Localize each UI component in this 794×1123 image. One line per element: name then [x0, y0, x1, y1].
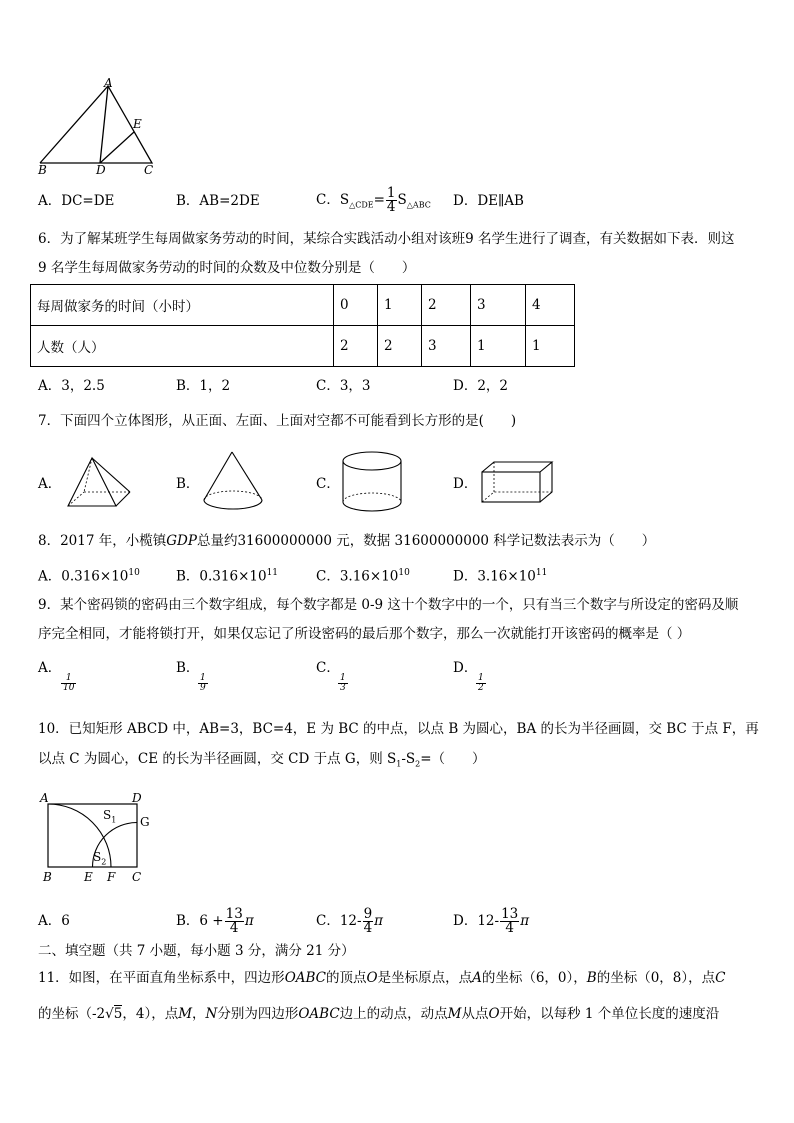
q10-option-c[interactable]: C．12- $\frac{9}{4}$ π [316, 905, 384, 936]
q9-fraction-c: $\frac{1}{3}$ [340, 673, 346, 693]
q6-stem-line1: 6．为了解某班学生每周做家务劳动的时间，某综合实践活动小组对该班9 名学生进行了调查，有关数据如下表．则这 [38, 231, 735, 247]
q11-stem-line2: 的坐标（-2√5，4），点M，N分别为四边形OABC边上的动点，动点M从点O开始，以每秒 1 个单位长度的速度沿 [38, 1006, 720, 1022]
q5-option-d[interactable]: D．DE∥AB [453, 193, 524, 209]
fig10-label-e: E [84, 870, 93, 884]
q10-option-b[interactable]: B．6 + $\frac{13}{4}$ π [176, 905, 254, 936]
table-cell: 每周做家务的时间（小时） [31, 285, 334, 326]
fraction: $\frac{1}{4}$ [386, 184, 396, 215]
q9-stem-line1: 9．某个密码锁的密码由三个数字组成，每个数字都是 0-9 这十个数字中的一个，只有当三个数字与所设定的密码及顺 [38, 597, 739, 613]
fig10-label-d: D [132, 791, 142, 805]
sqrt-symbol: √5 [105, 1006, 123, 1022]
table-cell: 3 [471, 285, 526, 326]
q10-stem-line2: 以点 C 为圆心，CE 的长为半径画圆，交 CD 于点 G，则 $S_1-S_2=$（ ） [38, 751, 486, 769]
table-cell: 3 [422, 326, 471, 367]
fig-label-b: B [38, 163, 47, 177]
fig10-label-s2: $S_2$ [93, 850, 107, 867]
table-row [31, 285, 575, 326]
q8-stem: 8．2017 年，小榄镇GDP总量约31600000000 元，数据 31600000000 科学记数法表示为（ ） [38, 533, 656, 549]
fig10-label-s1: $S_1$ [103, 808, 117, 825]
q7-option-d[interactable]: D． [453, 476, 478, 492]
q9-option-b[interactable]: B． [176, 660, 200, 676]
q6-option-a[interactable]: A．3，2.5 [38, 378, 105, 394]
q9-fraction-a: $\frac{1}{10}$ [63, 673, 75, 693]
fig-label-c: C [144, 163, 154, 177]
fig-label-a: A [104, 76, 113, 90]
q8-option-a[interactable]: A．$0.316\times 10^{10}$ [38, 568, 140, 585]
q5-option-b[interactable]: B．AB=2DE [176, 193, 260, 209]
q9-fraction-b: $\frac{1}{9}$ [200, 673, 206, 693]
fig-label-d: D [96, 163, 106, 177]
q8-option-b[interactable]: B．$0.316\times 10^{11}$ [176, 568, 279, 585]
table-cell: 1 [526, 326, 575, 367]
q11-stem-line1: 11．如图，在平面直角坐标系中，四边形OABC的顶点O是坐标原点，点A的坐标（6，0），B的坐标（0，8），点C [38, 970, 726, 986]
table-cell: 0 [334, 285, 378, 326]
table-row [31, 326, 575, 367]
cuboid-figure [478, 458, 560, 508]
fig10-label-f: F [107, 870, 116, 884]
q5-option-c[interactable]: C．$S_{\triangle CDE}=$ $\frac{1}{4}$ $S_{\triangle ABC}$ [316, 184, 431, 215]
table-cell: 2 [422, 285, 471, 326]
table-cell: 人数（人） [31, 326, 334, 367]
table-cell: 2 [334, 326, 378, 367]
q9-option-d[interactable]: D． [453, 660, 478, 676]
table-cell: 1 [378, 285, 422, 326]
q10-stem-line1: 10．已知矩形 ABCD 中，AB=3，BC=4，E 为 BC 的中点，以点 B 为圆心，BA 的长为半径画圆，交 BC 于点 F，再 [38, 721, 759, 737]
fig10-label-a: A [40, 791, 49, 805]
q9-fraction-d: $\frac{1}{2}$ [478, 673, 484, 693]
q9-option-a[interactable]: A． [38, 660, 62, 676]
q9-option-c[interactable]: C． [316, 660, 340, 676]
table-cell: 2 [378, 326, 422, 367]
fig-label-e: E [133, 117, 142, 131]
q6-option-c[interactable]: C．3，3 [316, 378, 371, 394]
q7-stem: 7．下面四个立体图形，从正面、左面、上面对空都不可能看到长方形的是( ) [38, 413, 517, 429]
q10-option-a[interactable]: A．6 [38, 913, 70, 929]
q6-data-table [30, 284, 575, 367]
pyramid-figure [62, 454, 134, 514]
table-cell: 4 [526, 285, 575, 326]
fig10-label-c: C [132, 870, 142, 884]
table-cell: 1 [471, 326, 526, 367]
cone-figure [200, 450, 270, 514]
q7-option-b[interactable]: B． [176, 476, 200, 492]
q10-option-d[interactable]: D．12- $\frac{13}{4}$ π [453, 905, 530, 936]
q6-stem-line2: 9 名学生每周做家务劳动的时间的众数及中位数分别是（ ） [38, 260, 416, 276]
cylinder-figure [340, 450, 410, 516]
q5-option-a[interactable]: A．DC=DE [38, 193, 115, 209]
q6-option-d[interactable]: D．2，2 [453, 378, 509, 394]
q7-option-c[interactable]: C． [316, 476, 340, 492]
q9-stem-line2: 序完全相同，才能将锁打开，如果仅忘记了所设密码的最后那个数字，那么一次就能打开该密码的概率是（ ） [38, 626, 691, 642]
fig10-label-b: B [43, 870, 52, 884]
section-heading: 二、填空题（共 7 小题，每小题 3 分，满分 21 分） [38, 943, 355, 959]
q7-option-a[interactable]: A． [38, 476, 62, 492]
q8-option-d[interactable]: D．$3.16\times 10^{11}$ [453, 568, 548, 585]
q6-option-b[interactable]: B．1，2 [176, 378, 231, 394]
q8-option-c[interactable]: C．$3.16\times 10^{10}$ [316, 568, 410, 585]
fig10-label-g: G [140, 815, 150, 829]
